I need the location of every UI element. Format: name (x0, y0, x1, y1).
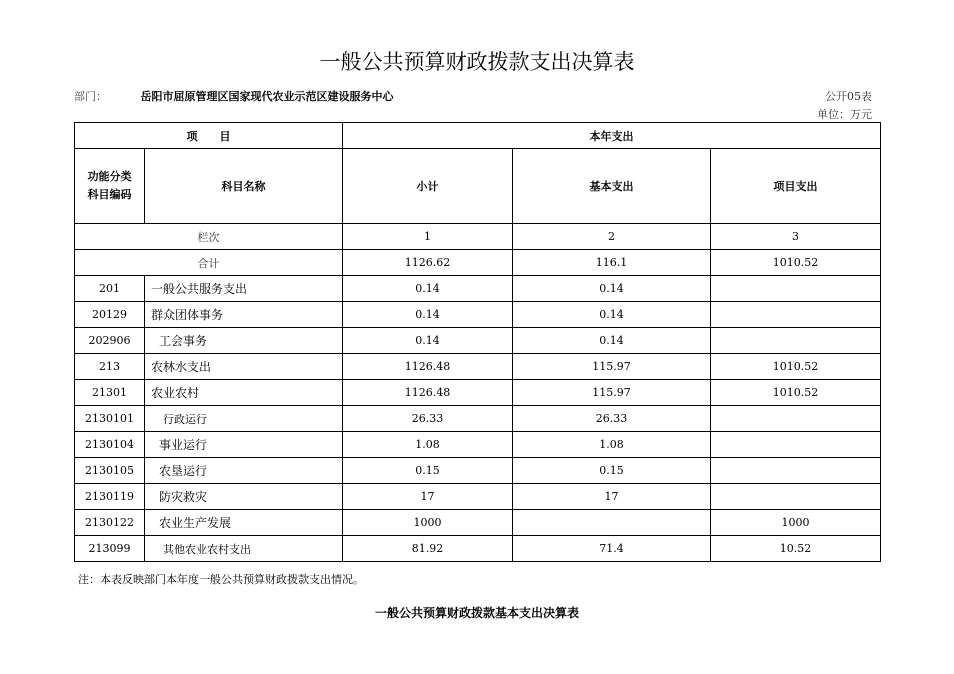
table-row (75, 458, 881, 484)
table-row (75, 484, 881, 510)
row-name: 农业农村 (145, 380, 343, 406)
row-basic: 0.14 (513, 276, 711, 302)
row-basic: 1.08 (513, 432, 711, 458)
row-subtotal: 81.92 (343, 536, 513, 562)
header-subtotal: 小计 (343, 149, 513, 224)
total-project: 1010.52 (711, 250, 881, 276)
row-basic: 115.97 (513, 380, 711, 406)
header-func-class-code (75, 149, 145, 224)
header-basic: 基本支出 (513, 149, 711, 224)
row-basic: 0.14 (513, 328, 711, 354)
header-subject-name: 科目名称 (145, 149, 343, 224)
table-row (75, 354, 881, 380)
column-number-row (75, 224, 881, 250)
table-row (75, 536, 881, 562)
row-name: 群众团体事务 (145, 302, 343, 328)
col-row-1: 1 (343, 224, 513, 250)
header-item: 项 目 (75, 123, 343, 149)
header-row-1 (75, 123, 881, 149)
row-subtotal: 0.14 (343, 276, 513, 302)
header-current-year: 本年支出 (343, 123, 881, 149)
row-name: 其他农业农村支出 (145, 536, 343, 562)
row-name: 农林水支出 (145, 354, 343, 380)
row-project (711, 432, 881, 458)
row-project (711, 406, 881, 432)
header-subject-code: 科目编码 (87, 188, 132, 201)
row-basic (513, 510, 711, 536)
row-project (711, 458, 881, 484)
department-line (74, 88, 394, 104)
header-func-class: 功能分类 (87, 170, 132, 183)
row-project: 1000 (711, 510, 881, 536)
expenditure-table (74, 122, 881, 562)
row-name: 工会事务 (145, 328, 343, 354)
row-name: 农业生产发展 (145, 510, 343, 536)
row-subtotal: 0.15 (343, 458, 513, 484)
row-basic: 0.15 (513, 458, 711, 484)
row-name: 农垦运行 (145, 458, 343, 484)
row-project: 10.52 (711, 536, 881, 562)
table-row (75, 328, 881, 354)
row-code: 202906 (75, 328, 145, 354)
table-row (75, 380, 881, 406)
next-table-title: 一般公共预算财政拨款基本支出决算表 (374, 606, 579, 620)
row-project: 1010.52 (711, 380, 881, 406)
row-basic: 26.33 (513, 406, 711, 432)
row-subtotal: 0.14 (343, 328, 513, 354)
row-subtotal: 17 (343, 484, 513, 510)
row-subtotal: 0.14 (343, 302, 513, 328)
row-code: 201 (75, 276, 145, 302)
row-project (711, 276, 881, 302)
row-project (711, 484, 881, 510)
total-subtotal: 1126.62 (343, 250, 513, 276)
total-row (75, 250, 881, 276)
row-name: 行政运行 (145, 406, 343, 432)
row-project (711, 302, 881, 328)
row-subtotal: 1126.48 (343, 354, 513, 380)
row-subtotal: 1126.48 (343, 380, 513, 406)
table-note: 注：本表反映部门本年度一般公共预算财政拨款支出情况。 (78, 573, 364, 586)
header-row-2 (75, 149, 881, 224)
row-code: 213 (75, 354, 145, 380)
row-project: 1010.52 (711, 354, 881, 380)
row-basic: 17 (513, 484, 711, 510)
row-code: 2130119 (75, 484, 145, 510)
total-basic: 116.1 (513, 250, 711, 276)
table-row (75, 432, 881, 458)
col-row-2: 2 (513, 224, 711, 250)
form-code: 公开05表 (825, 90, 872, 103)
table-row (75, 510, 881, 536)
row-code: 20129 (75, 302, 145, 328)
page-title: 一般公共预算财政拨款支出决算表 (319, 50, 635, 74)
row-code: 2130104 (75, 432, 145, 458)
row-name: 防灾救灾 (145, 484, 343, 510)
header-project: 项目支出 (711, 149, 881, 224)
row-code: 21301 (75, 380, 145, 406)
table-row (75, 302, 881, 328)
row-subtotal: 1000 (343, 510, 513, 536)
row-name: 一般公共服务支出 (145, 276, 343, 302)
total-label: 合计 (75, 250, 343, 276)
row-basic: 115.97 (513, 354, 711, 380)
table-row (75, 276, 881, 302)
row-code: 213099 (75, 536, 145, 562)
row-subtotal: 26.33 (343, 406, 513, 432)
unit-label: 单位：万元 (817, 108, 872, 121)
col-row-3: 3 (711, 224, 881, 250)
row-name: 事业运行 (145, 432, 343, 458)
table-row (75, 406, 881, 432)
department-name: 岳阳市屈原管理区国家现代农业示范区建设服务中心 (140, 90, 394, 103)
row-code: 2130122 (75, 510, 145, 536)
row-basic: 0.14 (513, 302, 711, 328)
row-project (711, 328, 881, 354)
row-subtotal: 1.08 (343, 432, 513, 458)
row-code: 2130105 (75, 458, 145, 484)
department-label: 部门： (74, 90, 107, 103)
row-basic: 71.4 (513, 536, 711, 562)
row-code: 2130101 (75, 406, 145, 432)
col-row-label: 栏次 (75, 224, 343, 250)
